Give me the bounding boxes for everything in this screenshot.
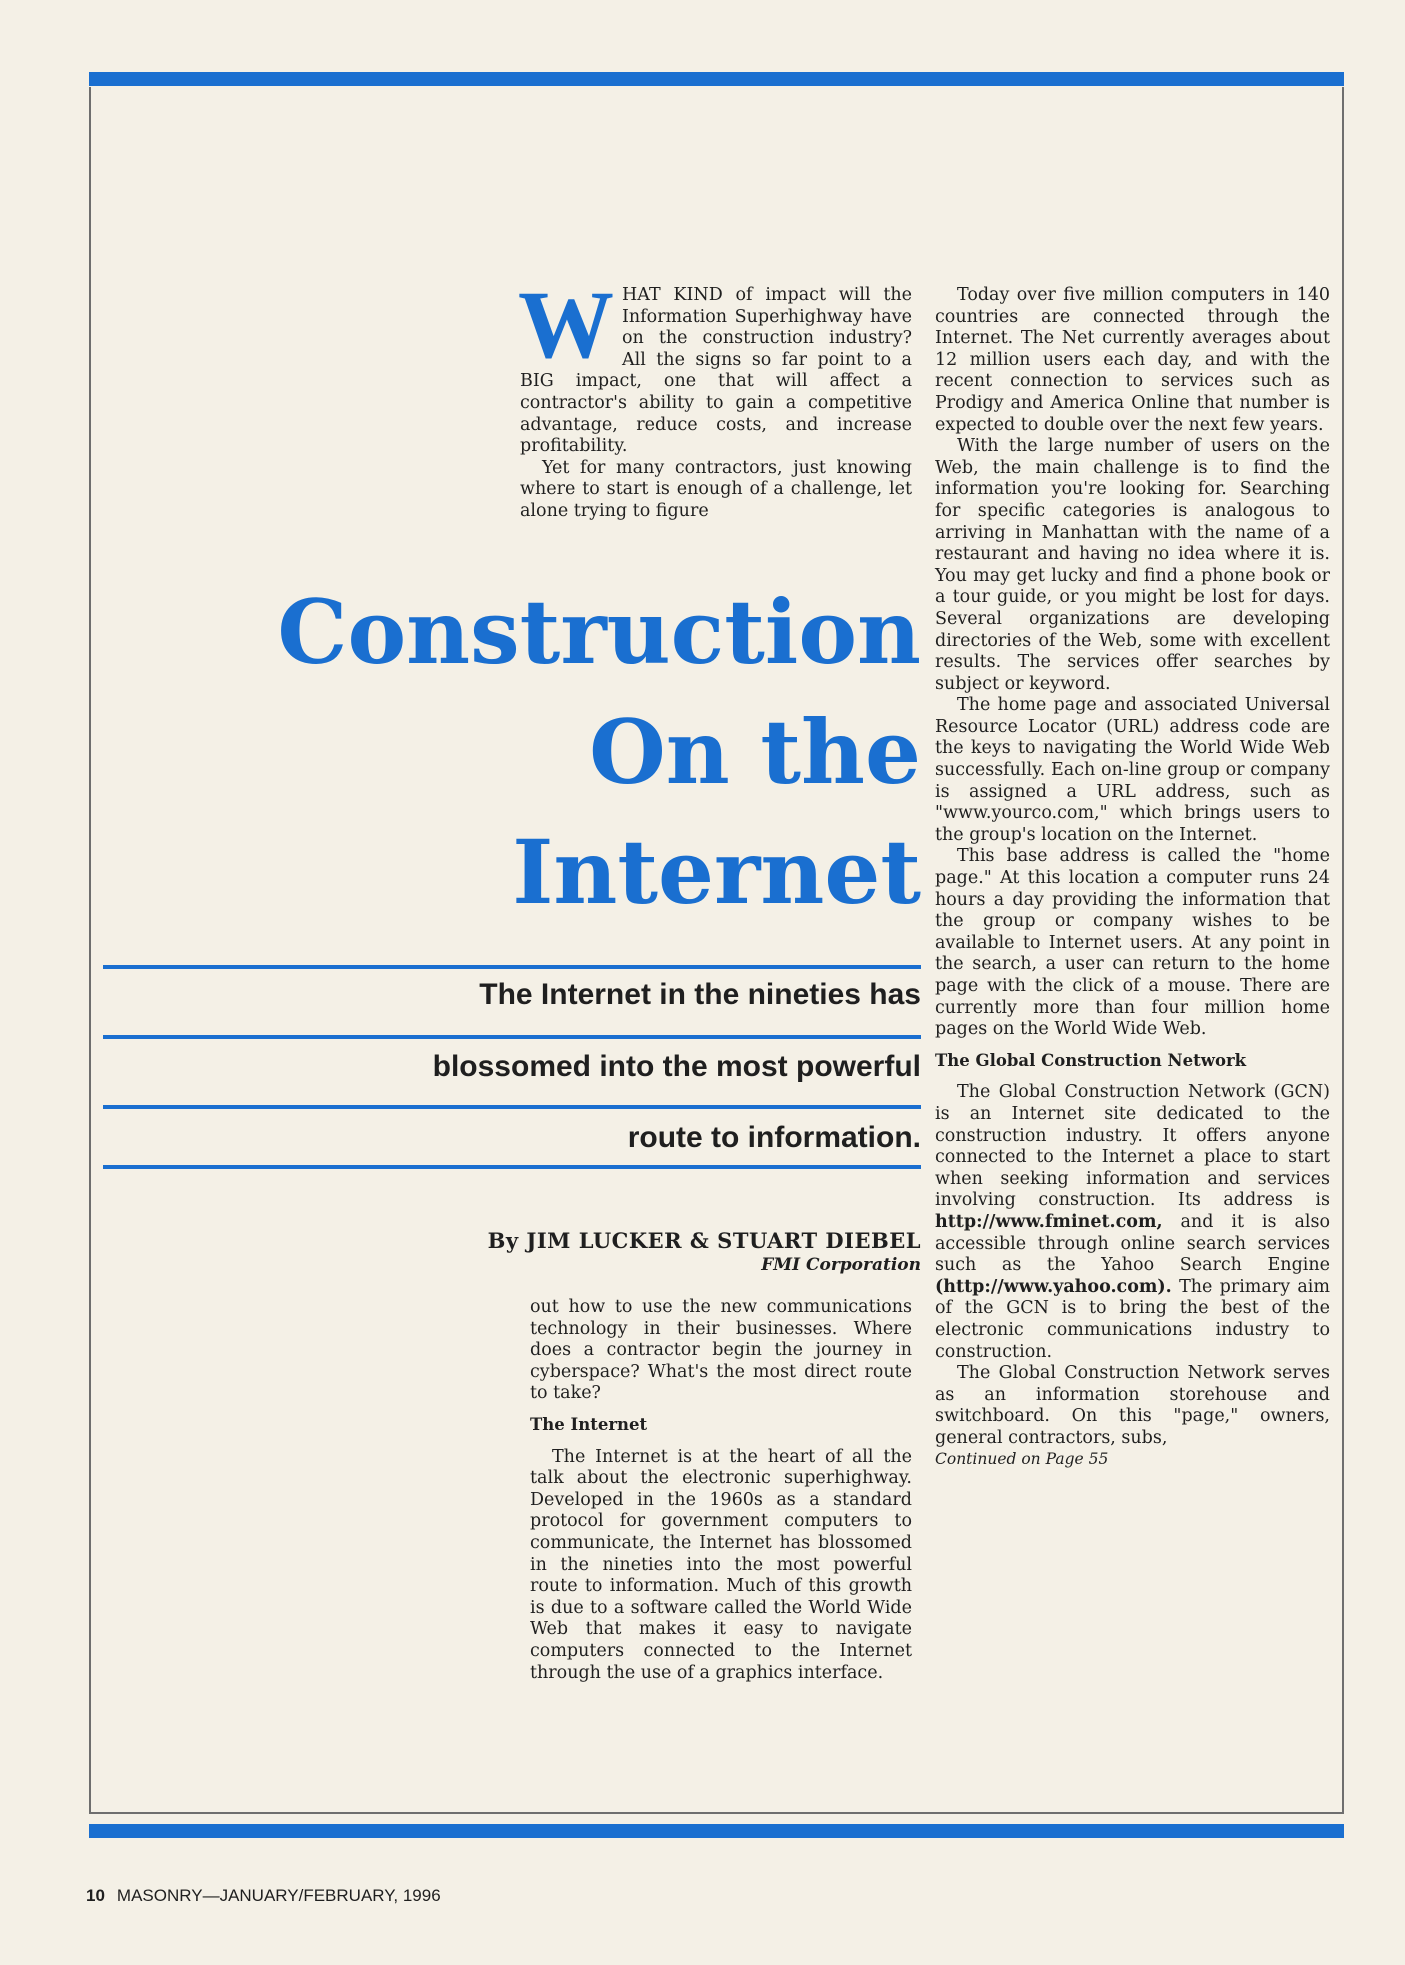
intro-column — [518, 271, 912, 523]
gcn-url: http://www.fminet.com, — [935, 1211, 1163, 1232]
headline-line-1: Construction — [277, 580, 921, 684]
intro-paragraph: WHAT KIND of impact will the Information Superhighway have on the construction industry? All the signs so far point to a BIG impact, one that will affect a contractor's ability to gain a competitive advantage, reduce costs, and increase profitability. — [518, 271, 912, 457]
subtitle-rule-2 — [103, 1035, 921, 1039]
continued-note: Continued on Page 55 — [935, 1450, 1109, 1469]
right-paragraph-5: The Global Construction Network (GCN) is an Internet site dedicated to the construction industry. It offers anyone connected to the Internet a place to start when seeking information and services involving construction. Its address is http://www.fminet.com, and it is also accessible through online search services such as the Yahoo Search Engine (http://www.yahoo.com). The primary aim of the GCN is to bring the best of the electronic communications industry to construction. — [935, 1082, 1330, 1362]
subtitle-line-3: route to information. — [627, 1121, 921, 1154]
frame-right-rule — [1342, 87, 1344, 1814]
subtitle-line-1: The Internet in the nineties has — [479, 978, 921, 1011]
byline — [488, 1228, 921, 1275]
drop-cap: W — [518, 271, 614, 378]
page-footer — [86, 1886, 441, 1906]
frame-left-rule — [89, 87, 91, 1814]
middle-column — [530, 1297, 912, 1684]
subtitle-rule-1 — [103, 965, 921, 969]
right-paragraph-1: Today over five million computers in 140 countries are connected through the Internet. The Net currently averages about 12 million users each day, and with the recent connection to services such as Prodigy and America Online that number is expected to double over the next few years. — [935, 285, 1330, 435]
middle-paragraph-1: out how to use the new communications technology in their businesses. Where does a contractor begin the journey in cyberspace? What's the most direct route to take? — [530, 1297, 912, 1404]
bottom-blue-bar — [89, 1824, 1344, 1838]
right-paragraph-2: With the large number of users on the Web, the main challenge is to find the information you're looking for. Searching for specific categories is analogous to arriving in Manhattan with the name of a restaurant and having no idea where it is. You may get lucky and find a phone book or a tour guide, or you might be lost for days. Several organizations are developing directories of the Web, some with excellent results. The services offer searches by subject or keyword. — [935, 436, 1330, 694]
subtitle-rule-4 — [103, 1165, 921, 1169]
frame-bottom-rule — [89, 1812, 1344, 1814]
right-column — [935, 285, 1330, 1471]
right-paragraph-4: This base address is called the "home page." At this location a computer runs 24 hours a day providing the information that the group or company wishes to be available to Internet users. At any point in the search, a user can return to the home page with the click of a mouse. There are currently more than four million home pages on the World Wide Web. — [935, 846, 1330, 1040]
section-heading-gcn: The Global Construction Network — [935, 1050, 1247, 1070]
subtitle-line-2: blossomed into the most powerful — [432, 1050, 921, 1083]
section-heading-internet: The Internet — [530, 1414, 648, 1434]
intro-paragraph-2: Yet for many contractors, just knowing where to start is enough of a challenge, let alone trying to figure — [520, 457, 912, 521]
right-paragraph-3: The home page and associated Universal Resource Locator (URL) address code are the keys to navigating the World Wide Web successfully. Each on-line group or company is assigned a URL address, such as "www.yourco.com," which brings users to the group's location on the Internet. — [935, 695, 1330, 845]
middle-paragraph-2: The Internet is at the heart of all the talk about the electronic superhighway. Developed in the 1960s as a standard protocol for government computers to communicate, the Internet has blossomed in the nineties into the most powerful route to information. Much of this growth is due to a software called the World Wide Web that makes it easy to navigate computers connected to the Internet through the use of a graphics interface. — [530, 1446, 912, 1683]
subtitle-rule-3 — [103, 1105, 921, 1109]
publication-line: MASONRY—JANUARY/FEBRUARY, 1996 — [116, 1886, 441, 1905]
top-blue-bar — [89, 72, 1344, 86]
headline-line-2: On the — [589, 700, 921, 804]
yahoo-url: (http://www.yahoo.com). — [935, 1276, 1172, 1297]
byline-company: FMI Corporation — [761, 1255, 921, 1275]
right-paragraph-6: The Global Construction Network serves as an information storehouse and switchboard. On this "page," owners, general contractors, subs, — [935, 1363, 1330, 1448]
page-number: 10 — [86, 1886, 105, 1905]
headline-line-3: Internet — [512, 820, 921, 924]
byline-authors: By JIM LUCKER & STUART DIEBEL — [487, 1228, 921, 1253]
